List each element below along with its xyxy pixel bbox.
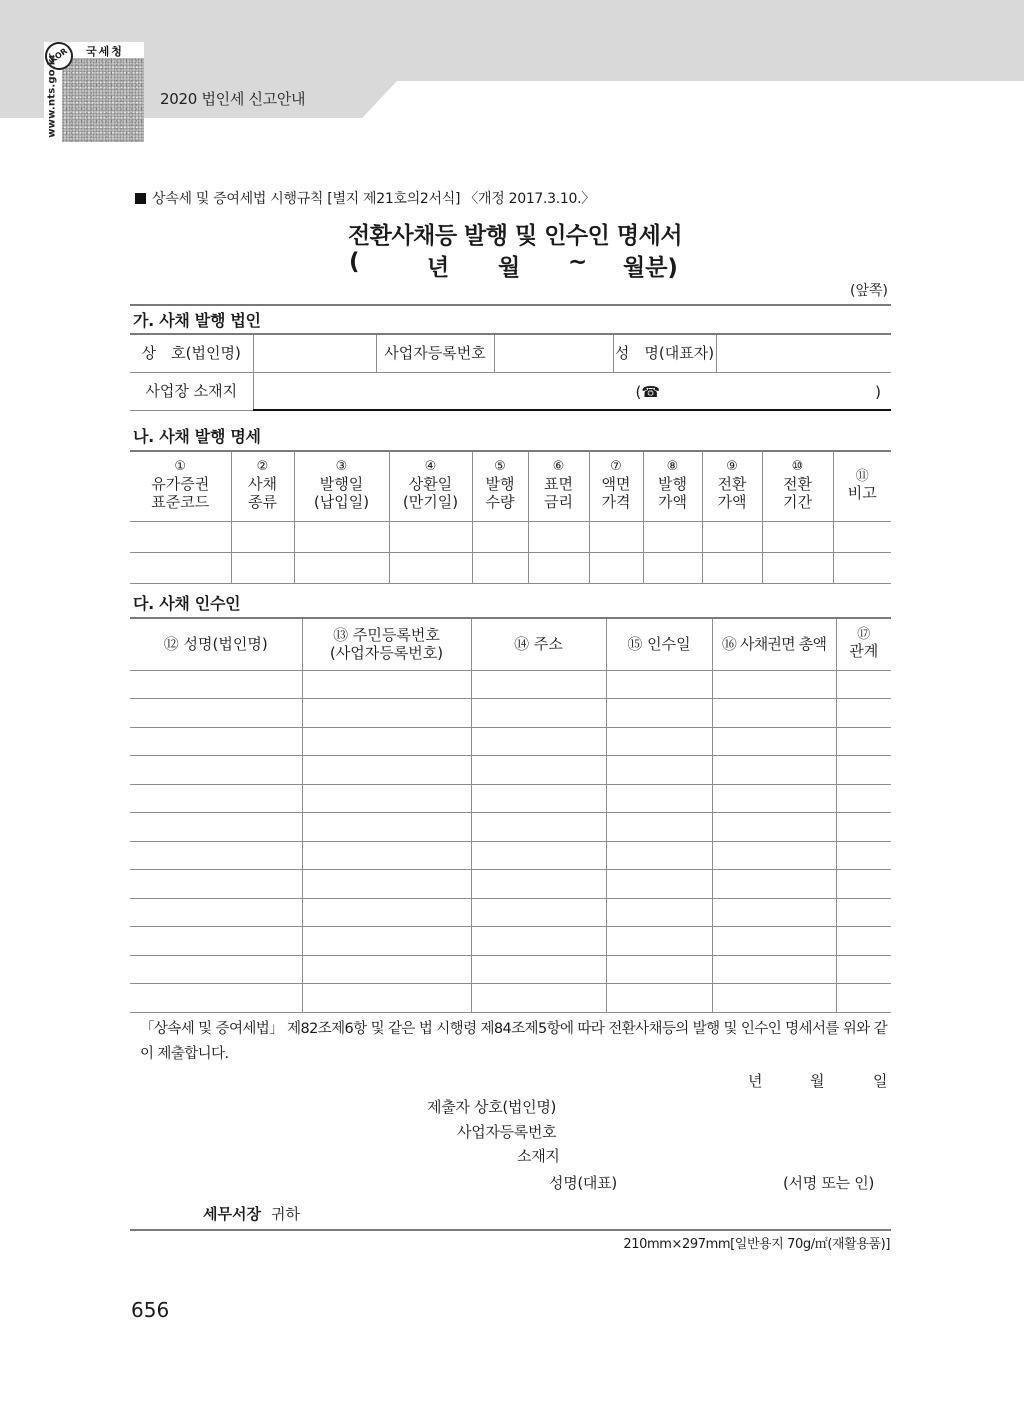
addressee-title: 세무서장	[203, 1205, 261, 1223]
table-cell-input[interactable]	[302, 984, 471, 1013]
table-row	[130, 670, 891, 699]
submitter-biz-no-label: 사업자등록번호	[457, 1123, 557, 1141]
phone-icon: (☎	[635, 382, 661, 401]
table-cell-input[interactable]	[712, 699, 836, 728]
legal-reference	[135, 188, 595, 208]
col-header: ⑤ 발행 수량	[472, 451, 528, 521]
table-cell-input[interactable]	[836, 870, 891, 899]
table-cell-input[interactable]	[302, 699, 471, 728]
table-cell-input[interactable]	[589, 552, 643, 583]
input-representative[interactable]	[716, 334, 891, 372]
col-header: ⑥ 표면 금리	[528, 451, 589, 521]
kor-badge-icon: KOR	[40, 37, 79, 76]
table-cell-input[interactable]	[231, 552, 294, 583]
table-cell-input[interactable]	[389, 552, 472, 583]
table-cell-input[interactable]	[606, 955, 712, 984]
table-cell-input[interactable]	[606, 670, 712, 699]
table-row	[130, 756, 891, 785]
logo-url: www.nts.go.kr	[46, 53, 58, 138]
table-cell-input[interactable]	[130, 927, 302, 956]
period-year: 년	[427, 255, 450, 281]
table-cell-input[interactable]	[836, 813, 891, 842]
table-cell-input[interactable]	[471, 670, 606, 699]
table-cell-input[interactable]	[836, 841, 891, 870]
table-cell-input[interactable]	[606, 870, 712, 899]
table-cell-input[interactable]	[471, 870, 606, 899]
table-cell-input[interactable]	[833, 552, 891, 583]
legal-reference-text: 상속세 및 증여세법 시행규칙 [별지 제21호의2서식] 〈개정 2017.3.10.〉	[152, 191, 596, 207]
bond-issue-table	[130, 450, 891, 584]
table-row	[130, 784, 891, 813]
table-row	[130, 984, 891, 1013]
submitter-address-label: 소재지	[517, 1147, 560, 1165]
table-cell-input[interactable]	[606, 727, 712, 756]
table-cell-input[interactable]	[302, 841, 471, 870]
table-cell-input[interactable]	[762, 521, 833, 552]
table-cell-input[interactable]	[833, 521, 891, 552]
table-cell-input[interactable]	[302, 813, 471, 842]
declaration-text: 「상속세 및 증여세법」 제82조제6항 및 같은 법 시행령 제84조제5항에 따라 전환사채등의 발행 및 인수인 명세서를 위와 같이 제출합니다.	[140, 1021, 888, 1062]
square-bullet-icon	[135, 193, 146, 204]
table-cell-input[interactable]	[836, 784, 891, 813]
table-cell-input[interactable]	[836, 756, 891, 785]
label-company-name: 상 호(법인명)	[130, 334, 253, 372]
table-cell-input[interactable]	[130, 727, 302, 756]
table-row	[130, 898, 891, 927]
table-cell-input[interactable]	[472, 552, 528, 583]
table-cell-input[interactable]	[231, 521, 294, 552]
table-cell-input[interactable]	[589, 521, 643, 552]
nts-logo	[44, 42, 144, 142]
page-number: 656	[131, 1298, 170, 1322]
table-cell-input[interactable]	[471, 898, 606, 927]
period-month-from: 월	[498, 255, 521, 281]
table-cell-input[interactable]	[130, 898, 302, 927]
table-cell-input[interactable]	[712, 784, 836, 813]
col-header: ② 사채 종류	[231, 451, 294, 521]
table-cell-input[interactable]	[606, 898, 712, 927]
section-ga-title: 가. 사채 발행 법인	[133, 311, 261, 330]
input-company-name[interactable]	[253, 334, 376, 372]
table-cell-input[interactable]	[471, 699, 606, 728]
form-title: 전환사채등 발행 및 인수인 명세서	[347, 223, 683, 249]
table-cell-input[interactable]	[528, 552, 589, 583]
col-header: ⑭ 주소	[471, 618, 606, 670]
table-row	[130, 699, 891, 728]
table-cell-input[interactable]	[130, 756, 302, 785]
col-header: ⑧ 발행 가액	[643, 451, 702, 521]
section-da-title: 다. 사채 인수인	[133, 594, 241, 613]
table-row	[130, 727, 891, 756]
table-cell-input[interactable]	[836, 955, 891, 984]
table-row	[130, 841, 891, 870]
table-cell-input[interactable]	[528, 521, 589, 552]
table-cell-input[interactable]	[606, 699, 712, 728]
label-address: 사업장 소재지	[130, 372, 253, 410]
table-cell-input[interactable]	[130, 955, 302, 984]
table-cell-input[interactable]	[712, 727, 836, 756]
col-header: ⑰ 관계	[836, 618, 891, 670]
table-cell-input[interactable]	[606, 756, 712, 785]
table-row	[130, 521, 891, 552]
table-cell-input[interactable]	[302, 927, 471, 956]
table-cell-input[interactable]	[836, 927, 891, 956]
bottom-rule	[130, 1229, 891, 1231]
table-cell-input[interactable]	[302, 870, 471, 899]
table-cell-input[interactable]	[471, 813, 606, 842]
table-cell-input[interactable]	[471, 984, 606, 1013]
table-cell-input[interactable]	[130, 984, 302, 1013]
table-cell-input[interactable]	[302, 756, 471, 785]
table-cell-input[interactable]	[712, 670, 836, 699]
table-cell-input[interactable]	[712, 898, 836, 927]
table-cell-input[interactable]	[762, 552, 833, 583]
side-label: (앞쪽)	[850, 283, 888, 299]
table-row	[130, 927, 891, 956]
table-cell-input[interactable]	[472, 521, 528, 552]
issuer-table	[130, 333, 891, 411]
section-rule	[130, 304, 891, 306]
section-na-title: 나. 사채 발행 명세	[133, 427, 261, 446]
table-row	[130, 813, 891, 842]
paper-spec: 210mm×297mm[일반용지 70g/㎡(재활용품)]	[623, 1237, 890, 1252]
table-header-row	[130, 451, 891, 521]
table-row	[130, 870, 891, 899]
table-cell-input[interactable]	[836, 727, 891, 756]
running-header-title: 2020 법인세 신고안내	[160, 90, 306, 108]
input-biz-reg-no[interactable]	[494, 334, 613, 372]
table-cell-input[interactable]	[606, 984, 712, 1013]
table-cell-input[interactable]	[606, 813, 712, 842]
label-biz-reg-no: 사업자등록번호	[376, 334, 494, 372]
table-cell-input[interactable]	[302, 955, 471, 984]
table-cell-input[interactable]	[606, 784, 712, 813]
table-cell-input[interactable]	[836, 670, 891, 699]
header-band	[0, 0, 1024, 81]
col-header: ⑫ 성명(법인명)	[130, 618, 302, 670]
addressee-suffix: 귀하	[270, 1205, 300, 1223]
table-cell-input[interactable]	[130, 870, 302, 899]
col-header: ③ 발행일 (납입일)	[294, 451, 389, 521]
table-cell-input[interactable]	[836, 699, 891, 728]
addressee	[203, 1203, 300, 1224]
table-cell-input[interactable]	[130, 521, 231, 552]
col-header: ⑩ 전환 기간	[762, 451, 833, 521]
table-cell-input[interactable]	[471, 727, 606, 756]
table-cell-input[interactable]	[712, 955, 836, 984]
table-cell-input[interactable]	[294, 552, 389, 583]
table-cell-input[interactable]	[712, 813, 836, 842]
table-cell-input[interactable]	[712, 927, 836, 956]
period-open: (	[349, 249, 360, 275]
table-cell-input[interactable]	[130, 670, 302, 699]
table-cell-input[interactable]	[130, 552, 231, 583]
table-cell-input[interactable]	[712, 841, 836, 870]
date-year: 년	[748, 1072, 763, 1090]
col-header: ⑦ 액면 가격	[589, 451, 643, 521]
table-cell-input[interactable]	[302, 670, 471, 699]
col-header: ① 유가증권 표준코드	[130, 451, 231, 521]
submitter-name-label: 성명(대표)	[549, 1174, 617, 1192]
table-cell-input[interactable]	[130, 699, 302, 728]
col-header: ⑨ 전환 가액	[702, 451, 762, 521]
col-header: ④ 상환일 (만기일)	[389, 451, 472, 521]
table-cell-input[interactable]	[643, 552, 702, 583]
submitter-company-label: 제출자 상호(법인명)	[427, 1098, 557, 1116]
table-cell-input[interactable]	[302, 727, 471, 756]
table-cell-input[interactable]	[302, 898, 471, 927]
table-cell-input[interactable]	[836, 898, 891, 927]
table-cell-input[interactable]	[471, 784, 606, 813]
phone-close: )	[875, 382, 881, 401]
table-cell-input[interactable]	[712, 984, 836, 1013]
table-cell-input[interactable]	[130, 841, 302, 870]
table-cell-input[interactable]	[606, 841, 712, 870]
col-header: ⑮ 인수일	[606, 618, 712, 670]
date-month: 월	[810, 1072, 825, 1090]
input-address[interactable]	[253, 372, 891, 410]
table-cell-input[interactable]	[471, 955, 606, 984]
table-cell-input[interactable]	[606, 927, 712, 956]
table-cell-input[interactable]	[389, 521, 472, 552]
table-cell-input[interactable]	[836, 984, 891, 1013]
logo-name: 국세청	[86, 45, 124, 58]
signature-label: (서명 또는 인)	[783, 1174, 874, 1192]
table-cell-input[interactable]	[712, 870, 836, 899]
table-cell-input[interactable]	[702, 521, 762, 552]
subscriber-table	[130, 617, 891, 1013]
table-header-row	[130, 618, 891, 670]
col-header: ⑯ 사채권면 총액	[712, 618, 836, 670]
table-cell-input[interactable]	[471, 756, 606, 785]
col-header: ⑬ 주민등록번호 (사업자등록번호)	[302, 618, 471, 670]
period-month-to: 월분)	[623, 255, 678, 281]
table-row	[130, 552, 891, 583]
table-row	[130, 955, 891, 984]
col-header: ⑪ 비고	[833, 451, 891, 521]
logo-pattern	[62, 58, 144, 142]
table-cell-input[interactable]	[130, 813, 302, 842]
table-cell-input[interactable]	[702, 552, 762, 583]
date-day: 일	[873, 1072, 888, 1090]
table-cell-input[interactable]	[471, 927, 606, 956]
table-cell-input[interactable]	[130, 784, 302, 813]
period-tilde: ~	[568, 249, 588, 275]
label-representative: 성 명(대표자)	[613, 334, 716, 372]
table-cell-input[interactable]	[712, 756, 836, 785]
table-cell-input[interactable]	[302, 784, 471, 813]
table-cell-input[interactable]	[643, 521, 702, 552]
table-cell-input[interactable]	[294, 521, 389, 552]
table-cell-input[interactable]	[471, 841, 606, 870]
